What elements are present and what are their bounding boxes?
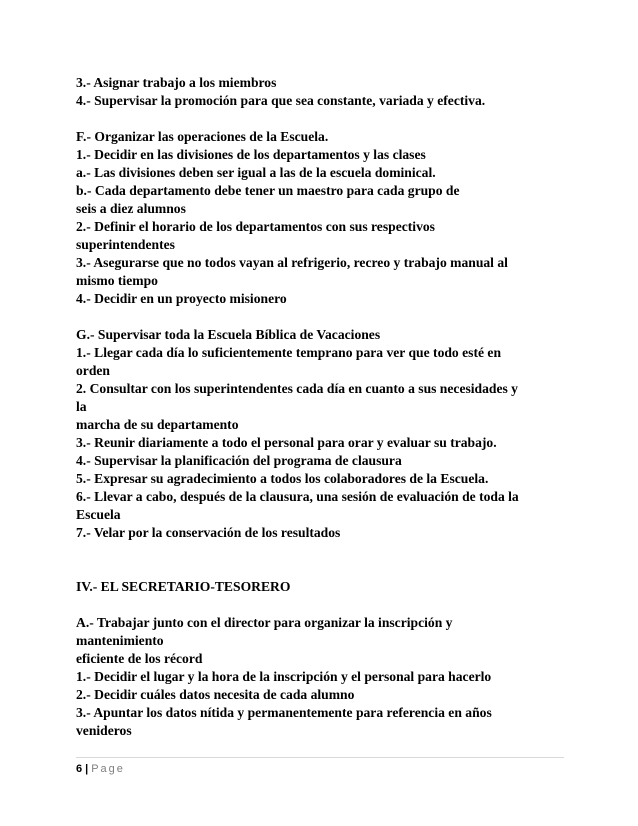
paragraph-spacer — [76, 596, 566, 614]
text-line: 2.- Definir el horario de los departamentos con sus respectivos — [76, 219, 435, 234]
text-line: la — [76, 399, 87, 414]
text-line: 7.- Velar por la conservación de los resultados — [76, 525, 341, 540]
text-line: mantenimiento — [76, 633, 164, 648]
text-line: superintendentes — [76, 237, 175, 252]
footer-separator: | — [85, 763, 89, 775]
text-line: 1.- Decidir el lugar y la hora de la inscripción y el personal para hacerlo — [76, 669, 492, 684]
page-number: 6 — [76, 763, 83, 775]
text-line: mismo tiempo — [76, 273, 158, 288]
text-line: 4.- Supervisar la planificación del programa de clausura — [76, 453, 402, 468]
text-line: 6.- Llevar a cabo, después de la clausura, una sesión de evaluación de toda la — [76, 489, 519, 504]
page-footer — [76, 757, 564, 775]
text-line: 3.- Apuntar los datos nítida y permanentemente para referencia en años — [76, 705, 492, 720]
text-line: 4.- Supervisar la promoción para que sea constante, variada y efectiva. — [76, 93, 486, 108]
paragraph-spacer — [76, 308, 566, 326]
text-line: 3.- Reunir diariamente a todo el personal para orar y evaluar su trabajo. — [76, 435, 497, 450]
text-line: 5.- Expresar su agradecimiento a todos los colaboradores de la Escuela. — [76, 471, 489, 486]
text-line: venideros — [76, 723, 132, 738]
text-line: a.- Las divisiones deben ser igual a las de la escuela dominical. — [76, 165, 436, 180]
text-line: 1.- Decidir en las divisiones de los departamentos y las clases — [76, 147, 426, 162]
text-line: Escuela — [76, 507, 121, 522]
text-line: eficiente de los récord — [76, 651, 203, 666]
text-line: 3.- Asegurarse que no todos vayan al refrigerio, recreo y trabajo manual al — [76, 255, 508, 270]
section-heading: A.- Trabajar junto con el director para organizar la inscripción y — [76, 615, 453, 630]
text-line: 3.- Asignar trabajo a los miembros — [76, 75, 277, 90]
section-heading: F.- Organizar las operaciones de la Escuela. — [76, 129, 329, 144]
text-line: 4.- Decidir en un proyecto misionero — [76, 291, 287, 306]
text-line: marcha de su departamento — [76, 417, 239, 432]
text-line: 2.- Decidir cuáles datos necesita de cada alumno — [76, 687, 355, 702]
text-line: seis a diez alumnos — [76, 201, 186, 216]
text-line: 2. Consultar con los superintendentes cada día en cuanto a sus necesidades y — [76, 381, 518, 396]
section-heading: G.- Supervisar toda la Escuela Bíblica de Vacaciones — [76, 327, 381, 342]
text-line: orden — [76, 363, 110, 378]
paragraph-spacer — [76, 110, 566, 128]
page-label: Page — [91, 763, 125, 775]
text-line: 1.- Llegar cada día lo suficientemente temprano para ver que todo esté en — [76, 345, 502, 360]
chapter-heading: IV.- EL SECRETARIO-TESORERO — [76, 579, 291, 594]
text-line: b.- Cada departamento debe tener un maestro para cada grupo de — [76, 183, 460, 198]
document-body — [76, 74, 566, 740]
paragraph-spacer — [76, 542, 566, 578]
